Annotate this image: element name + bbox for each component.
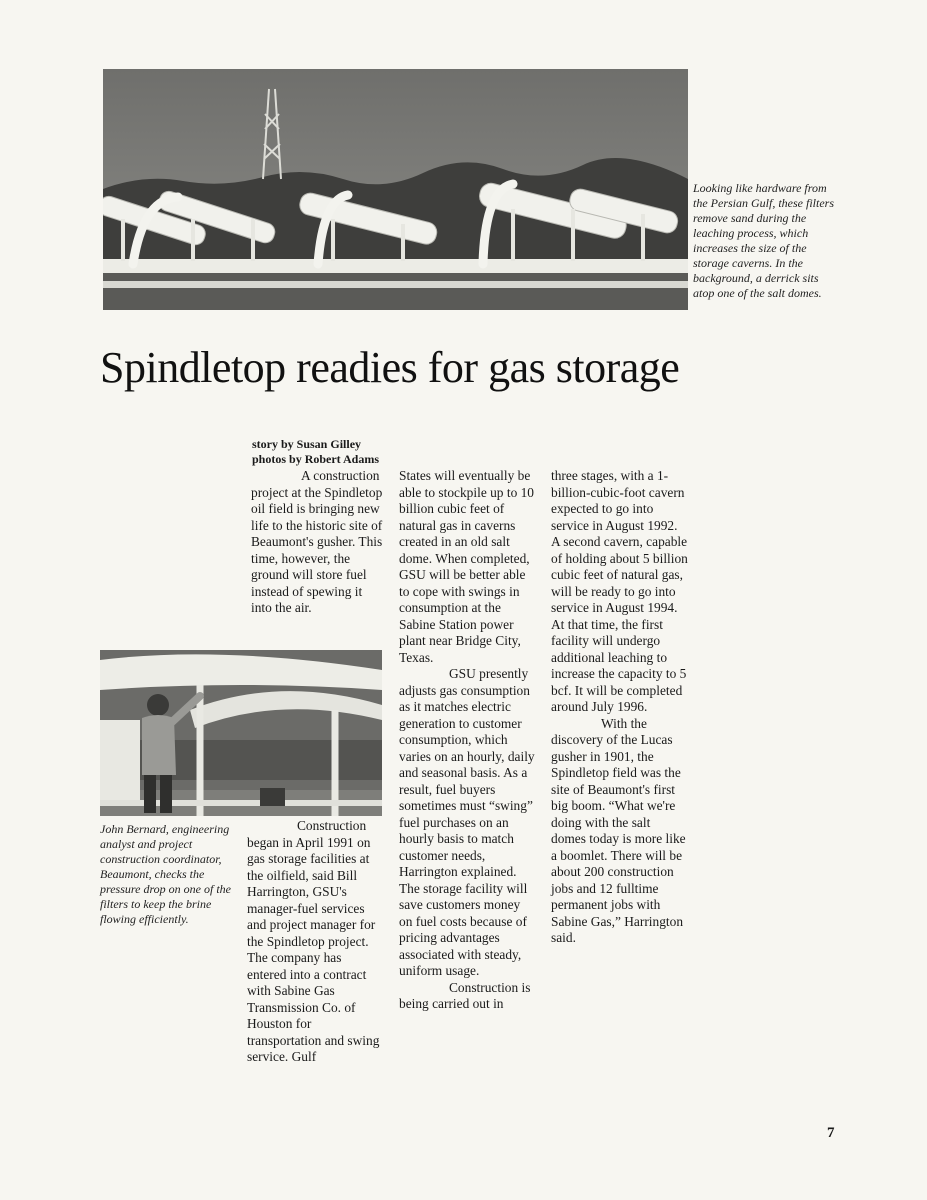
article-paragraph: three stages, with a 1-billion-cubic-foot cavern expected to go into service in August 1992. A second cavern, capable of holding about 5 billion cubic feet of natural gas, will be ready to go into service in August 1994. At that time, the first facility will undergo additional leaching to increase the capacity to 5 bcf. It will be completed around July 1996. <box>551 468 688 714</box>
article-paragraph: Construction is being carried out in <box>399 979 531 1011</box>
article-column-3 <box>551 468 688 947</box>
inspection-photo-caption: John Bernard, engineering analyst and project construction coordinator, Beaumont, checks the pressure drop on one of the filters to keep the brine flowing efficiently. <box>100 822 231 926</box>
article-paragraph: Construction began in April 1991 on gas storage facilities at the oilfield, said Bill Harrington, GSU's manager-fuel services and project manager for the Spindletop project. The company has entered into a contract with Sabine Gas Transmission Co. of Houston for transportation and swing service. Gulf <box>247 818 380 1064</box>
article-column-2 <box>399 468 535 1013</box>
page-number: 7 <box>827 1125 835 1141</box>
article-paragraph: GSU presently adjusts gas consumption as it matches electric generation to customer consumption, which varies on an hourly, daily and seasonal basis. As a result, fuel buyers sometimes must “swing” fuel purchases on an hourly basis to match customer needs, Harrington explained. The storage facility will save customers money on fuel costs because of pricing advantages associated with steady, uniform usage. <box>399 666 535 978</box>
article-paragraph: A construction project at the Spindletop oil field is bringing new life to the historic site of Beaumont's gusher. This time, however, the ground will store fuel instead of spewing it into the air. <box>251 468 383 615</box>
article-column-1-top <box>251 468 384 617</box>
inspection-photo <box>100 650 382 816</box>
inspection-photo-illustration <box>100 650 382 816</box>
filters-photo <box>103 69 688 310</box>
article-headline: Spindletop readies for gas storage <box>100 343 680 392</box>
filters-photo-caption: Looking like hardware from the Persian Gulf, these filters remove sand during the leaching process, which increases the size of the storage caverns. In the background, a derrick sits atop one of the salt domes. <box>693 181 834 300</box>
filters-photo-illustration <box>103 69 688 310</box>
story-credit: story by Susan Gilley <box>252 437 362 451</box>
byline <box>252 437 379 467</box>
article-column-1-bottom <box>247 818 382 1066</box>
article-paragraph: States will eventually be able to stockpile up to 10 billion cubic feet of natural gas in caverns created in an old salt dome. When completed, GSU will be better able to cope with swings in consumption at the Sabine Station power plant near Bridge City, Texas. <box>399 468 534 665</box>
photo-credit: photos by Robert Adams <box>252 452 380 466</box>
article-paragraph: With the discovery of the Lucas gusher in 1901, the Spindletop field was the site of Beaumont's first big boom. “What we're doing with the salt domes today is more like a boomlet. There will be about 200 construction jobs and 12 fulltime permanent jobs with Sabine Gas,” Harrington said. <box>551 715 686 945</box>
